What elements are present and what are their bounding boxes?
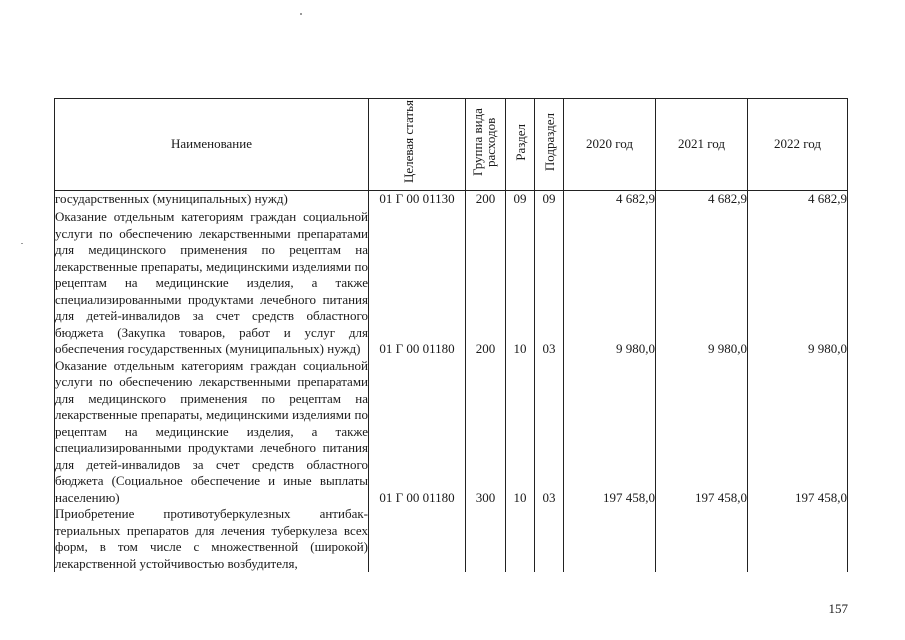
row-2021 (656, 506, 748, 572)
row-2021: 197 458,0 (656, 358, 748, 507)
row-subsection (535, 506, 564, 572)
header-expense-group: Группа вида расходов (466, 99, 506, 191)
row-name: Оказание отдельным категориям граждан социальной услуги по обеспечению лекарственными препаратами для медицинского применения по рецептам на лекарственные препараты, медицинскими изделиями по рецептам на медицинские изделия, а также специализированными продуктами лечебного питания для детей-инвалидов за счет средств областного бюджета (Закупка товаров, работ и услуг для обеспечения государственных (муниципальных) нужд) (55, 209, 368, 356)
row-name: государственных (муниципальных) нужд) (55, 190, 369, 209)
header-name: Наименование (55, 99, 369, 191)
row-expense-group: 200 (466, 209, 506, 358)
row-expense-group (466, 506, 506, 572)
row-2022: 4 682,9 (748, 190, 848, 209)
row-2020: 4 682,9 (564, 190, 656, 209)
page-number: 157 (828, 601, 848, 616)
row-2022 (748, 506, 848, 572)
row-2021: 4 682,9 (656, 190, 748, 209)
row-section: 09 (506, 190, 535, 209)
header-2020: 2020 год (564, 99, 656, 191)
row-2020 (564, 506, 656, 572)
header-2021: 2021 год (656, 99, 748, 191)
header-2022: 2022 год (748, 99, 848, 191)
row-section (506, 506, 535, 572)
row-section: 10 (506, 358, 535, 507)
scan-speck (300, 13, 302, 15)
table-row (55, 358, 848, 507)
table-row (55, 190, 848, 209)
row-target-article (369, 506, 466, 572)
header-target-article: Целевая статья (369, 99, 466, 191)
budget-table (54, 98, 848, 572)
row-2021: 9 980,0 (656, 209, 748, 358)
header-subsection: Подраздел (535, 99, 564, 191)
row-expense-group: 200 (466, 190, 506, 209)
row-name: Оказание отдельным категориям граждан социальной услуги по обеспечению лекарственными препаратами для медицинского применения по рецептам на лекарственные препараты, медицинскими изделиями по рецептам на медицинские изделия, а также специализированными продуктами лечебного питания для детей-инвалидов за счет средств областного бюджета (Социальное обеспечение и иные выплаты населению) (55, 357, 368, 505)
table-row (55, 209, 848, 358)
row-expense-group: 300 (466, 358, 506, 507)
row-target-article: 01 Г 00 01180 (369, 358, 466, 507)
row-2020: 9 980,0 (564, 209, 656, 358)
row-2022: 9 980,0 (748, 209, 848, 358)
table-row (55, 506, 848, 572)
header-section: Раздел (506, 99, 535, 191)
row-subsection: 03 (535, 209, 564, 358)
row-target-article: 01 Г 00 01180 (369, 209, 466, 358)
table-header-row (55, 99, 848, 191)
scan-speck (21, 243, 23, 244)
row-section: 10 (506, 209, 535, 358)
row-2020: 197 458,0 (564, 358, 656, 507)
row-name: Приобретение противотуберкулезных антибактериальных препаратов для лечения туберкулеза всех форм, в том числе с множественной (широкой) лекарственной устойчивостью возбудителя, (55, 506, 368, 571)
row-target-article: 01 Г 00 01130 (369, 190, 466, 209)
row-subsection: 03 (535, 358, 564, 507)
row-2022: 197 458,0 (748, 358, 848, 507)
row-subsection: 09 (535, 190, 564, 209)
